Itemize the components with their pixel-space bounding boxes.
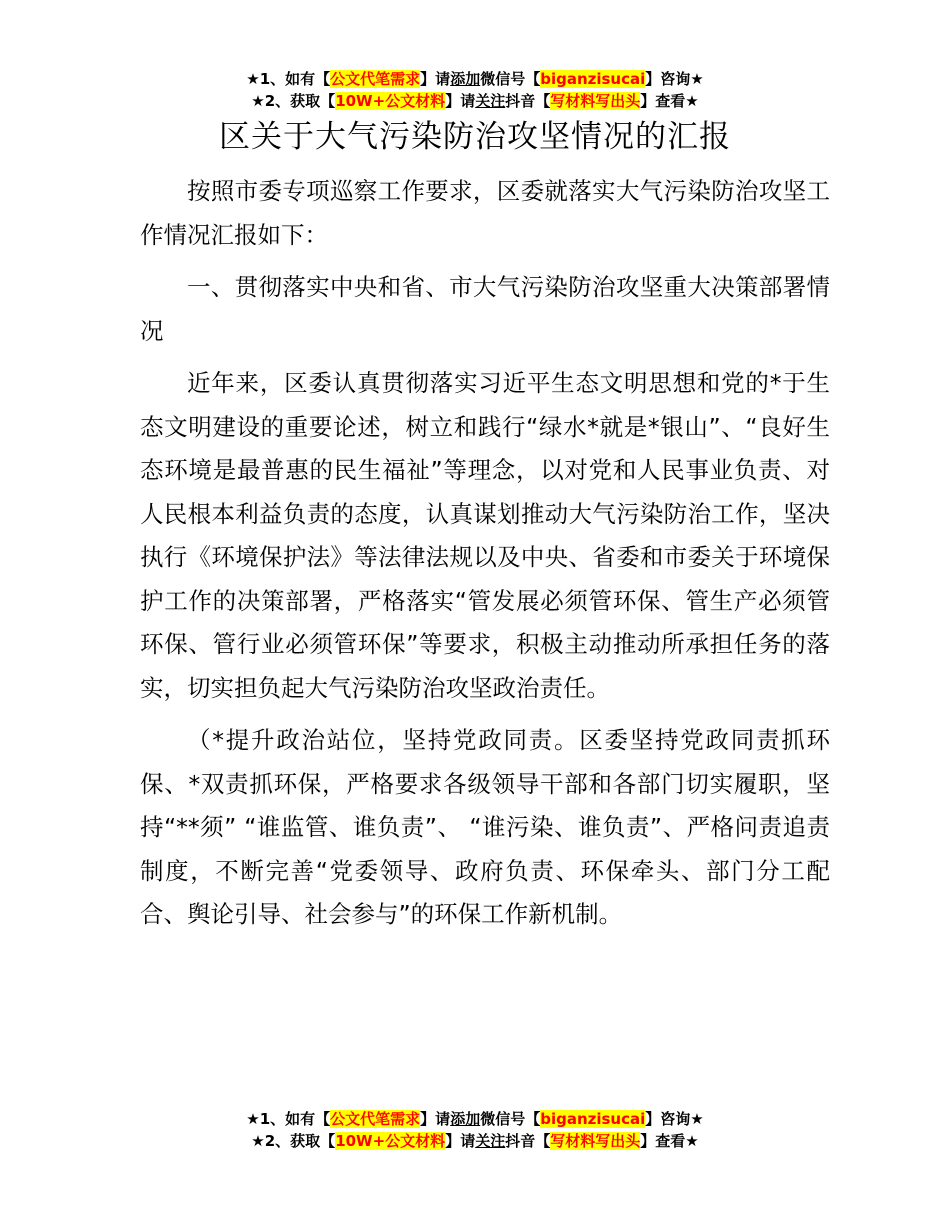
banner-text: ★1、如有【	[246, 1110, 331, 1128]
banner-text: 微信号【	[480, 70, 541, 88]
highlight-service: 公文代笔需求	[330, 70, 421, 88]
highlight-douyin-account: 写材料写出头	[550, 92, 641, 110]
highlight-douyin-account: 写材料写出头	[550, 1132, 641, 1150]
banner-text: ★2、获取【	[251, 1132, 336, 1150]
banner-line-2	[0, 90, 950, 112]
banner-emphasis: 关注	[475, 92, 506, 110]
banner-text: 】请	[420, 1110, 451, 1128]
footer-banner	[0, 1108, 950, 1152]
banner-text: 抖音【	[505, 1132, 551, 1150]
banner-text: 抖音【	[505, 92, 551, 110]
banner-emphasis: 添加	[450, 1110, 481, 1128]
highlight-materials: 10W+公文材料	[335, 92, 446, 110]
document-title: 区关于大气污染防治攻坚情况的汇报	[219, 119, 731, 155]
paragraph-intro: 按照市委专项巡察工作要求，区委就落实大气污染防治攻坚工作情况汇报如下：	[140, 177, 830, 249]
banner-line-1	[0, 1108, 950, 1130]
banner-emphasis: 关注	[475, 1132, 506, 1150]
highlight-materials: 10W+公文材料	[335, 1132, 446, 1150]
banner-text: ★2、获取【	[251, 92, 336, 110]
paragraph-overview: 近年来，区委认真贯彻落实习近平生态文明思想和党的*于生态文明建设的重要论述，树立和践行“绿水*就是*银山”、“良好生态环境是最普惠的民生福祉”等理念，以对党和人民事业负责、对人民根本利益负责的态度，认真谋划推动大气污染防治工作，坚决执行《环境保护法》等法律法规以及中央、省委和市委关于环境保护工作的决策部署，严格落实“管发展必须管环保、管生产必须管环保、管行业必须管环保”等要求，积极主动推动所承担任务的落实，切实担负起大气污染防治攻坚政治责任。	[140, 369, 830, 702]
highlight-service: 公文代笔需求	[330, 1110, 421, 1128]
header-banner	[0, 68, 950, 112]
banner-text: 】查看★	[640, 1132, 699, 1150]
banner-line-1	[0, 68, 950, 90]
banner-text: 】查看★	[640, 92, 699, 110]
banner-text: 微信号【	[480, 1110, 541, 1128]
section-heading-1: 一、贯彻落实中央和省、市大气污染防治攻坚重大决策部署情况	[140, 273, 830, 345]
banner-emphasis: 添加	[450, 70, 481, 88]
document-body	[140, 170, 830, 946]
highlight-wechat-id: biganzisucai	[540, 70, 646, 88]
banner-text: 】咨询★	[645, 70, 704, 88]
banner-text: 】咨询★	[645, 1110, 704, 1128]
banner-text: 】请	[420, 70, 451, 88]
banner-line-2	[0, 1130, 950, 1152]
banner-text: 】请	[445, 1132, 476, 1150]
banner-text: ★1、如有【	[246, 70, 331, 88]
paragraph-political-responsibility: （*提升政治站位，坚持党政同责。区委坚持党政同责抓环保、*双责抓环保，严格要求各级领导干部和各部门切实履职，坚持“**须” “谁监管、谁负责”、 “谁污染、谁负责”、严格问责追责制度，不断完善“党委领导、政府负责、环保牵头、部门分工配合、舆论引导、社会参与”的环保工作新机制。	[140, 726, 830, 928]
banner-text: 】请	[445, 92, 476, 110]
highlight-wechat-id: biganzisucai	[540, 1110, 646, 1128]
